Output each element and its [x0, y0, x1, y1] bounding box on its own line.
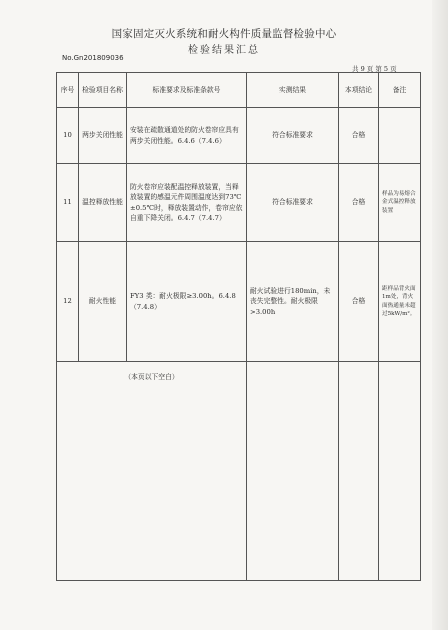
row-result: 符合标准要求 [247, 164, 339, 242]
row-note: 样品为易熔合金式温控释放装置 [379, 164, 421, 242]
row-requirement: 防火卷帘应装配温控释放装置，当释放装置的感温元件周围温度达到73℃±0.5℃时，释放装置动作，卷帘应依自重下降关闭。6.4.7（7.4.7） [127, 164, 247, 242]
row-item: 耐火性能 [79, 242, 127, 362]
row-note [379, 108, 421, 164]
col-header-item: 检验项目名称 [79, 73, 127, 108]
blank-row [57, 362, 421, 581]
table-row [57, 108, 421, 164]
row-result: 符合标准要求 [247, 108, 339, 164]
col-header-no: 序号 [57, 73, 79, 108]
blank-note: （本页以下空白） [57, 362, 247, 581]
row-requirement: FY3 类：耐火极限≥3.00h。6.4.8（7.4.8） [127, 242, 247, 362]
page-title: 国家固定灭火系统和耐火构件质量监督检验中心 [111, 28, 337, 40]
col-header-note: 备注 [379, 73, 421, 108]
col-header-result: 实测结果 [247, 73, 339, 108]
row-result: 耐火试验进行180min，未丧失完整性。耐火极限>3.00h [247, 242, 339, 362]
blank-cell [247, 362, 339, 581]
row-conclusion: 合格 [339, 164, 379, 242]
row-no: 11 [57, 164, 79, 242]
row-requirement: 安装在疏散通道处的防火卷帘应具有两步关闭性能。6.4.6（7.4.6） [127, 108, 247, 164]
col-header-requirement: 标准要求及标准条款号 [127, 73, 247, 108]
table-header-row [57, 73, 421, 108]
document-number: No.Gn201809036 [62, 54, 124, 62]
row-conclusion: 合格 [339, 108, 379, 164]
table-row [57, 164, 421, 242]
row-item: 两步关闭性能 [79, 108, 127, 164]
row-no: 12 [57, 242, 79, 362]
col-header-conclusion: 本项结论 [339, 73, 379, 108]
page-subtitle: 检验结果汇总 [188, 45, 260, 56]
row-conclusion: 合格 [339, 242, 379, 362]
row-no: 10 [57, 108, 79, 164]
row-item: 温控释放性能 [79, 164, 127, 242]
results-table [56, 72, 421, 581]
page-info: 共 9 页 第 5 页 [352, 65, 397, 73]
blank-cell [339, 362, 379, 581]
page-edge-shadow [432, 0, 448, 630]
table-row [57, 242, 421, 362]
row-note: 距样品背火面1m处，背火面热通量未超过5kW/m²。 [379, 242, 421, 362]
blank-cell [379, 362, 421, 581]
